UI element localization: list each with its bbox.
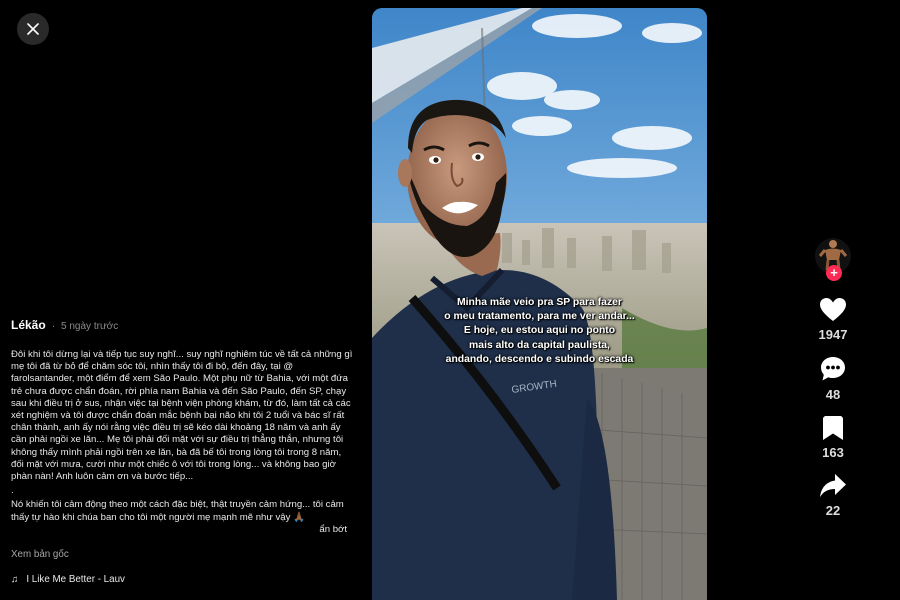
video-player[interactable] bbox=[372, 8, 707, 600]
collapse-caption-link[interactable]: ẩn bớt bbox=[319, 523, 347, 535]
shirt-print: GROWTH bbox=[510, 378, 558, 396]
video-overlay-text bbox=[372, 296, 707, 367]
overlay-line: Minha mãe veio pra SP para fazer bbox=[457, 297, 622, 308]
share-button[interactable] bbox=[819, 473, 847, 518]
share-count: 22 bbox=[825, 503, 841, 518]
overlay-line: E hoje, eu estou aqui no ponto bbox=[463, 325, 616, 337]
post-caption-2: Nó khiến tôi cảm động theo một cách đặc biệt, thật truyền cảm hứng... tôi cảm thấy tự hào khi chúa ban cho tôi một người mẹ mạnh mẽ như vậy 🙏🏾 bbox=[11, 499, 344, 523]
comment-icon bbox=[819, 355, 847, 383]
save-count: 163 bbox=[822, 445, 844, 460]
close-icon bbox=[27, 23, 39, 35]
post-caption: Đôi khi tôi dừng lại và tiếp tục suy nghĩ... suy nghĩ nghiêm túc về tất cả những gì mẹ tôi đã từ bỏ để chăm sóc tôi, nhìn thấy tôi đi bộ, đến đây, tại @ farolsantander, một điểm để xem São Paulo. Một phụ nữ từ Bahia, với một đứa trẻ chưa được chẩn đoán, rời phía nam Bahia và đến São Paulo, đến SP, chạy sau khi điều trị ở sus, nhận việc tại bệnh viện phòng khám, từ đó, làm tất cả các xét nghiệm và tôi được chẩn đoán mắc bệnh bại não khi tôi 2 tuổi và bác sĩ rất chân thành, anh ấy nói rằng việc điều trị sẽ kéo dài khoảng 18 năm và anh ấy cần phải ngồi xe lăn... Mẹ tôi phải đối mặt với sự điều trị thẳng thắn, nhưng tôi không thấy mình phải ngồi trên xe lăn, bà đã bế tôi trong lòng tôi trong 8 năm, đối mặt với mưa, cười như một chiếc ô với tôi trong lòng... và không bao giờ phàn nàn! Anh luôn cảm ơn và bước tiếp... bbox=[11, 349, 353, 483]
comment-count: 48 bbox=[825, 387, 841, 402]
like-count: 1947 bbox=[818, 327, 848, 342]
heart-icon bbox=[819, 297, 847, 323]
music-note-icon: ♫ bbox=[11, 573, 19, 585]
author-row bbox=[11, 318, 353, 332]
overlay-line: andando, descendo e subindo escada bbox=[445, 353, 634, 365]
author-avatar[interactable] bbox=[815, 238, 851, 280]
see-original-link[interactable]: Xem bản gốc bbox=[11, 548, 69, 560]
close-button[interactable] bbox=[17, 13, 49, 45]
post-time: 5 ngày trước bbox=[61, 321, 119, 332]
time-separator: · bbox=[51, 321, 56, 332]
share-icon bbox=[819, 473, 847, 499]
like-button[interactable] bbox=[819, 297, 848, 342]
caption-dot: . bbox=[11, 485, 14, 497]
action-bar bbox=[809, 238, 857, 518]
follow-button[interactable]: + bbox=[826, 265, 842, 281]
post-info bbox=[11, 318, 353, 585]
comment-button[interactable] bbox=[819, 355, 847, 402]
author-name[interactable]: Lékão bbox=[11, 318, 46, 332]
music-title: I Like Me Better - Lauv bbox=[26, 573, 125, 585]
music-row[interactable] bbox=[11, 574, 353, 585]
save-button[interactable] bbox=[822, 415, 844, 460]
bookmark-icon bbox=[822, 415, 844, 441]
overlay-line: o meu tratamento, para me ver andar... bbox=[444, 311, 635, 323]
overlay-line: mais alto da capital paulista, bbox=[469, 339, 610, 351]
